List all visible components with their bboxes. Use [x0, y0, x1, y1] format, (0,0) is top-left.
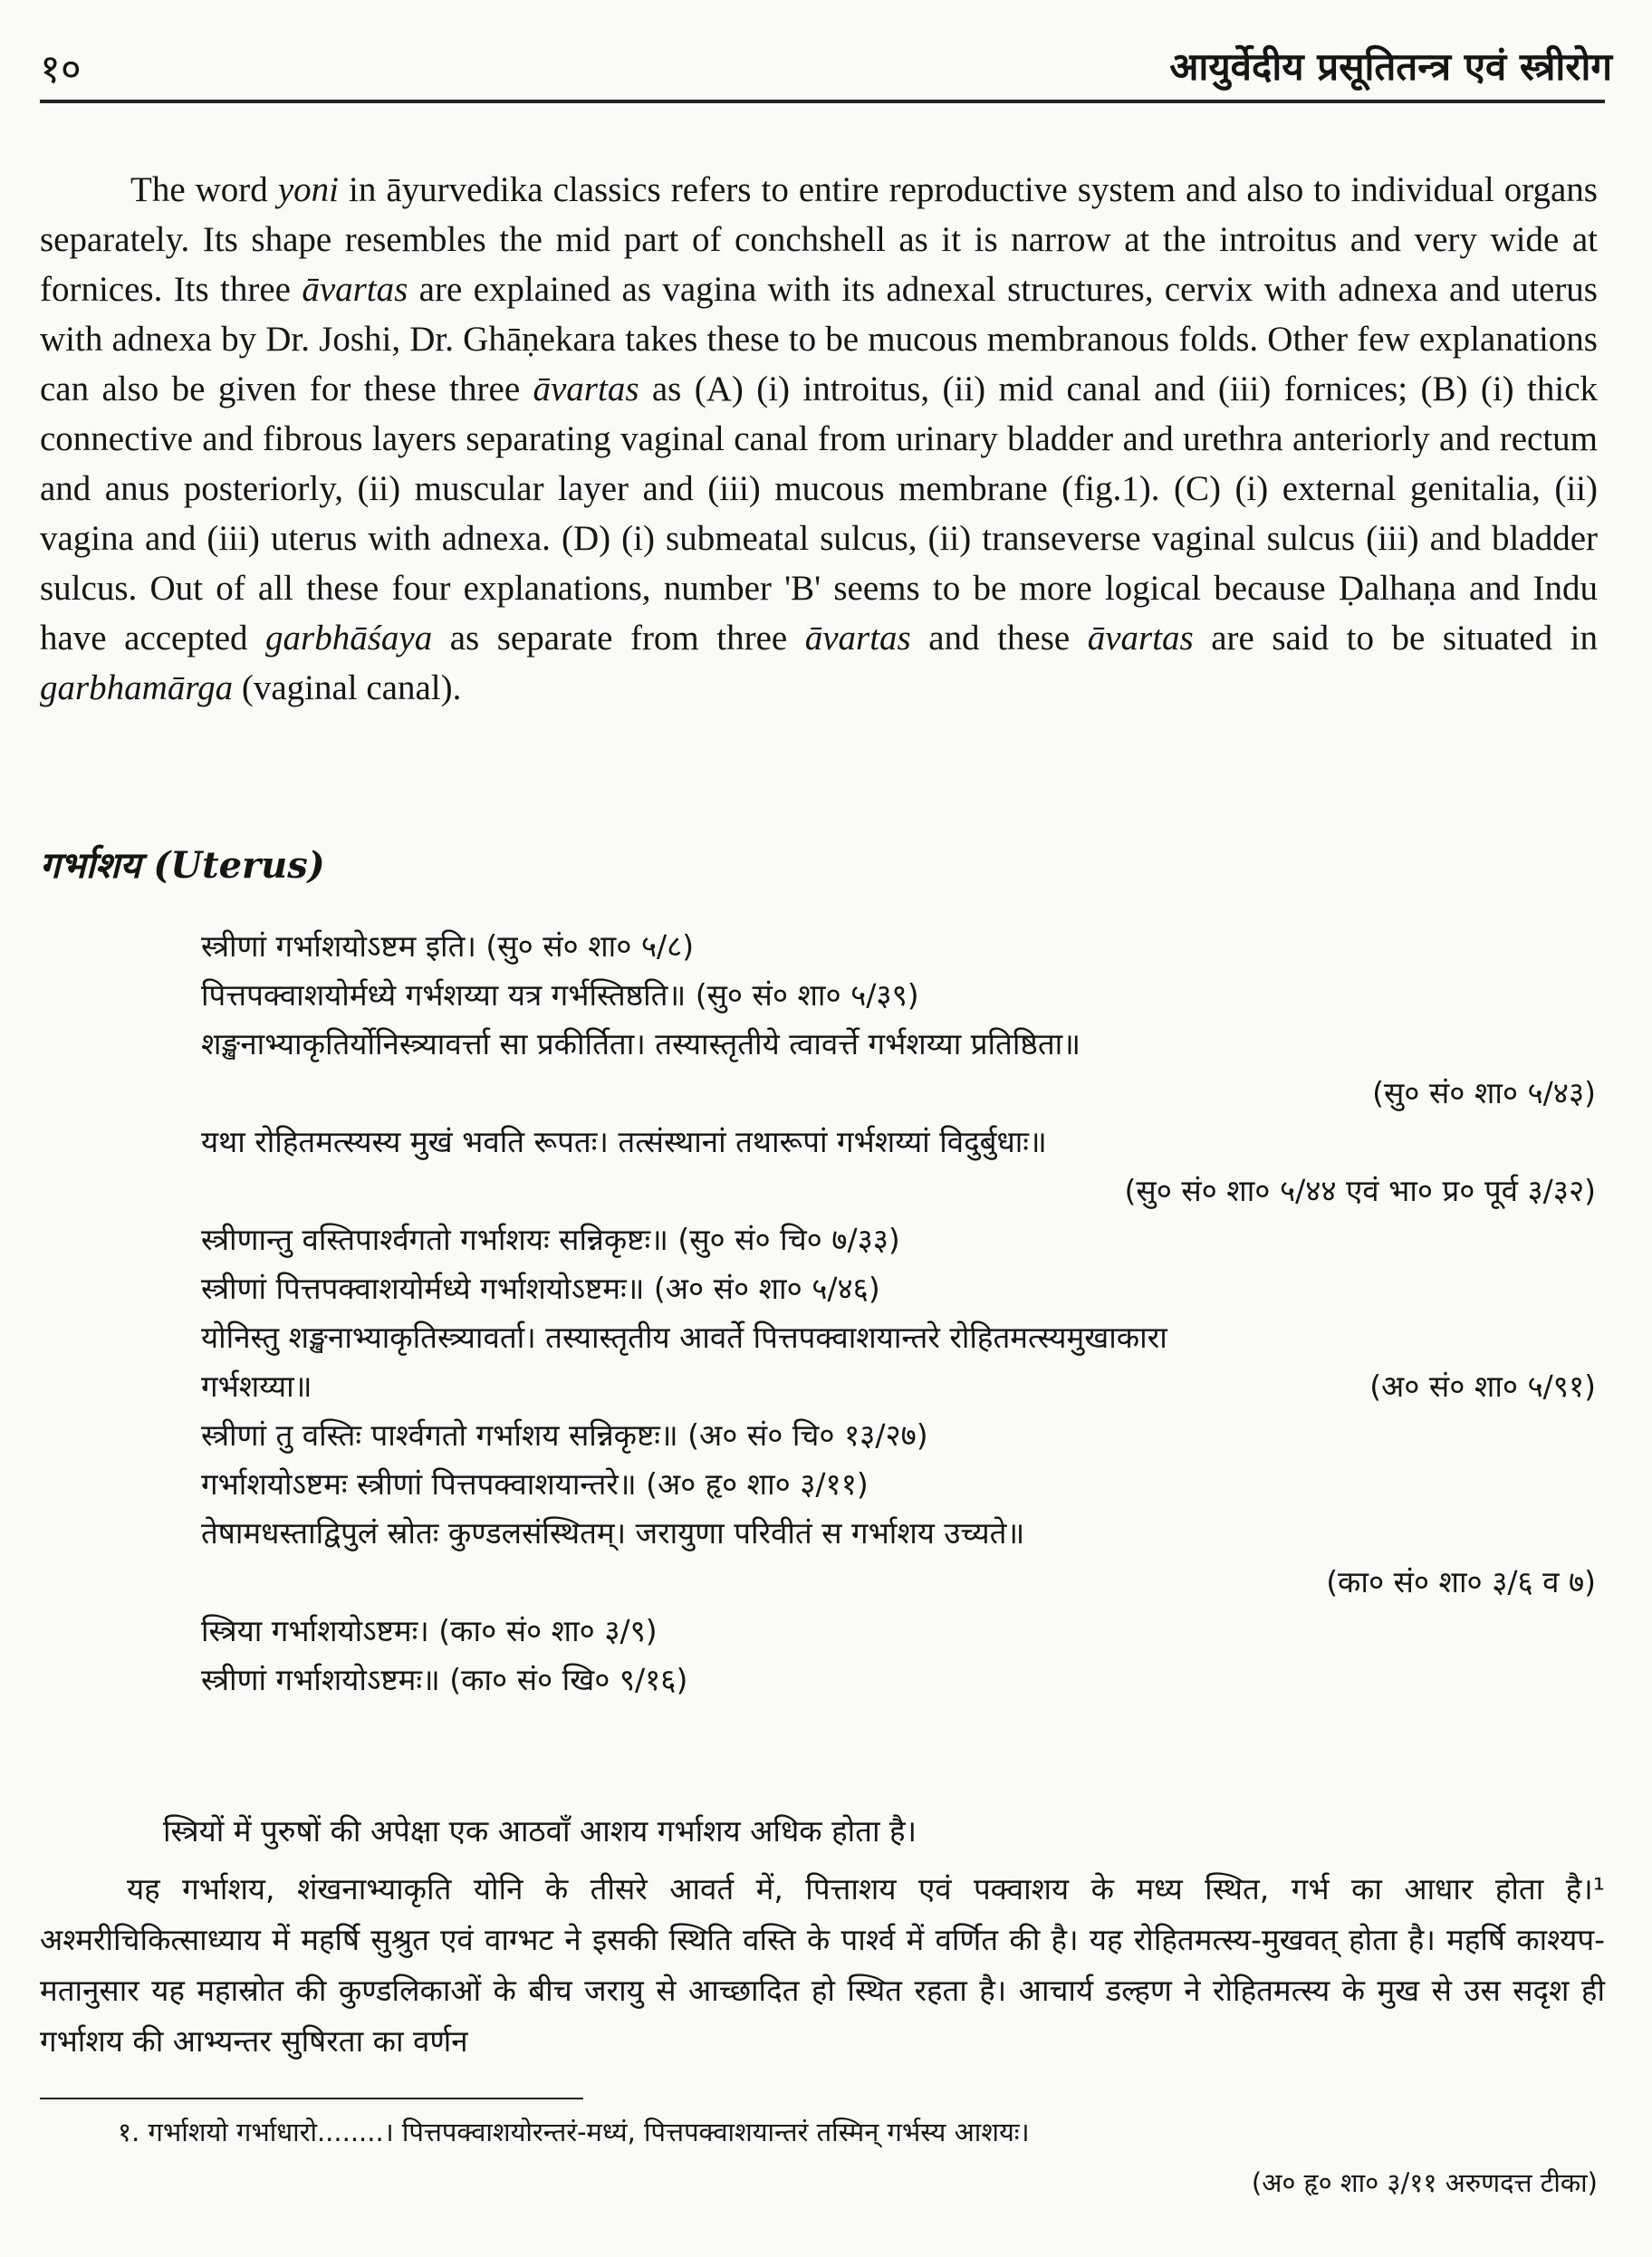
verse-line: गर्भाशयोऽष्टमः स्त्रीणां पित्तपक्वाशयान्तरे॥ (अ० हृ० शा० ३/११): [201, 1466, 869, 1502]
verse-line: स्त्रीणां पित्तपक्वाशयोर्मध्ये गर्भाशयोऽष्टमः॥ (अ० सं० शा० ५/४६): [201, 1271, 880, 1306]
verse-line: पित्तपक्वाशयोर्मध्ये गर्भशय्या यत्र गर्भस्तिष्ठति॥ (सु० सं० शा० ५/३९): [201, 977, 919, 1013]
header-rule: [40, 100, 1605, 103]
hindi-paragraph: यह गर्भाशय, शंखनाभ्याकृति योनि के तीसरे आवर्त में, पित्ताशय एवं पक्वाशय के मध्य स्थित, गर्भ का आधार होता है।¹ अश्मरीचिकित्साध्याय में महर्षि सुश्रुत एवं वाग्भट ने इसकी स्थिति वस्ति के पार्श्व में वर्णित की है। यह रोहितमत्स्य-मुखवत् होता है। महर्षि काश्यप-मतानुसार यह महास्रोत की कुण्डलिकाओं के बीच जरायु से आच्छादित हो स्थित रहता है। आचार्य डल्हण ने रोहितमत्स्य के मुख से उस सदृश ही गर्भाशय की आभ्यन्तर सुषिरता का वर्णन: [40, 1871, 1605, 2059]
verse-line: स्त्रीणां गर्भाशयोऽष्टमः॥ (का० सं० खि० ९/१६): [201, 1662, 688, 1697]
footnote-reference: (अ० हृ० शा० ३/११ अरुणदत्त टीका): [1251, 2167, 1598, 2198]
sanskrit-verses: [201, 922, 1596, 1705]
verse-line: गर्भशय्या॥: [201, 1369, 312, 1404]
verse-line: योनिस्तु शङ्खनाभ्याकृतिस्त्र्यावर्ता। तस्यास्तृतीय आवर्ते पित्तपक्वाशयान्तरे रोहितमत्स्यमुखाकारा: [201, 1320, 1167, 1355]
hindi-statement: स्त्रियों में पुरुषों की अपेक्षा एक आठवाँ आशय गर्भाशय अधिक होता है।: [163, 1813, 917, 1849]
verse-line: शङ्खनाभ्याकृतिर्योनिस्त्र्यावर्त्ता सा प्रकीर्तिता। तस्यास्तृतीये त्वावर्त्ते गर्भशय्या प्रतिष्ठिता॥: [201, 1026, 1081, 1061]
english-paragraph: The word yoni in āyurvedika classics refers to entire reproductive system and also to individual organs separately. Its shape resembles the mid part of conchshell as it is narrow at the introitus and very wide at fornices. Its three āvartas are explained as vagina with its adnexal structures, cervix with adnexa and uterus with adnexa by Dr. Joshi, Dr. Ghāṇekara takes these to be mucous membranous folds. Other few explanations can also be given for these three āvartas as (A) (i) introitus, (ii) mid canal and (iii) fornices; (B) (i) thick connective and fibrous layers separating vaginal canal from urinary bladder and urethra anteriorly and rectum and anus posteriorly, (ii) muscular layer and (iii) mucous membrane (fig.1). (C) (i) external genitalia, (ii) vagina and (iii) uterus with adnexa. (D) (i) submeatal sulcus, (ii) transeverse vaginal sulcus (iii) and bladder sulcus. Out of all these four explanations, number 'B' seems to be more logical because Ḍalhaṇa and Indu have accepted garbhāśaya as separate from three āvartas and these āvartas are said to be situated in garbhamārga (vaginal canal).: [40, 170, 1598, 707]
page-number: १०: [40, 46, 82, 92]
verse-line: तेषामधस्ताद्विपुलं स्रोतः कुण्डलसंस्थितम्। जरायुणा परिवीतं स गर्भाशय उच्यते॥: [201, 1515, 1025, 1551]
verse-reference: (का० सं० शा० ३/६ व ७): [1326, 1564, 1596, 1599]
section-heading: गर्भाशय (Uterus): [40, 844, 325, 887]
verse-reference: (सु० सं० शा० ५/४३): [1372, 1075, 1596, 1110]
footnote-rule: [40, 2098, 583, 2099]
verse-line: स्त्रीणां तु वस्तिः पार्श्वगतो गर्भाशय सन्निकृष्टः॥ (अ० सं० चि० १३/२७): [201, 1417, 928, 1453]
verse-line-with-reference: [201, 1362, 1596, 1411]
verse-reference: (सु० सं० शा० ५/४४ एवं भा० प्र० पूर्व ३/३२): [1124, 1173, 1596, 1208]
footnote-text: १. गर्भाशयो गर्भाधारो........। पित्तपक्वाशयोरन्तरं-मध्यं, पित्तपक्वाशयान्तरं तस्मिन् गर्भस्य आशयः।: [118, 2117, 1030, 2147]
verse-line: स्त्रीणां गर्भाशयोऽष्टम इति। (सु० सं० शा० ५/८): [201, 928, 695, 964]
verse-reference: (अ० सं० शा० ५/९१): [1369, 1369, 1596, 1404]
verse-line: स्त्रीणान्तु वस्तिपार्श्वगतो गर्भाशयः सन्निकृष्टः॥ (सु० सं० चि० ७/३३): [201, 1222, 900, 1257]
running-header-title: आयुर्वेदीय प्रसूतितन्त्र एवं स्त्रीरोग: [1169, 44, 1612, 89]
verse-line: स्त्रिया गर्भाशयोऽष्टमः। (का० सं० शा० ३/९): [201, 1613, 658, 1648]
verse-line: यथा रोहितमत्स्यस्य मुखं भवति रूपतः। तत्संस्थानां तथारूपां गर्भशय्यां विदुर्बुधाः॥: [201, 1124, 1047, 1159]
